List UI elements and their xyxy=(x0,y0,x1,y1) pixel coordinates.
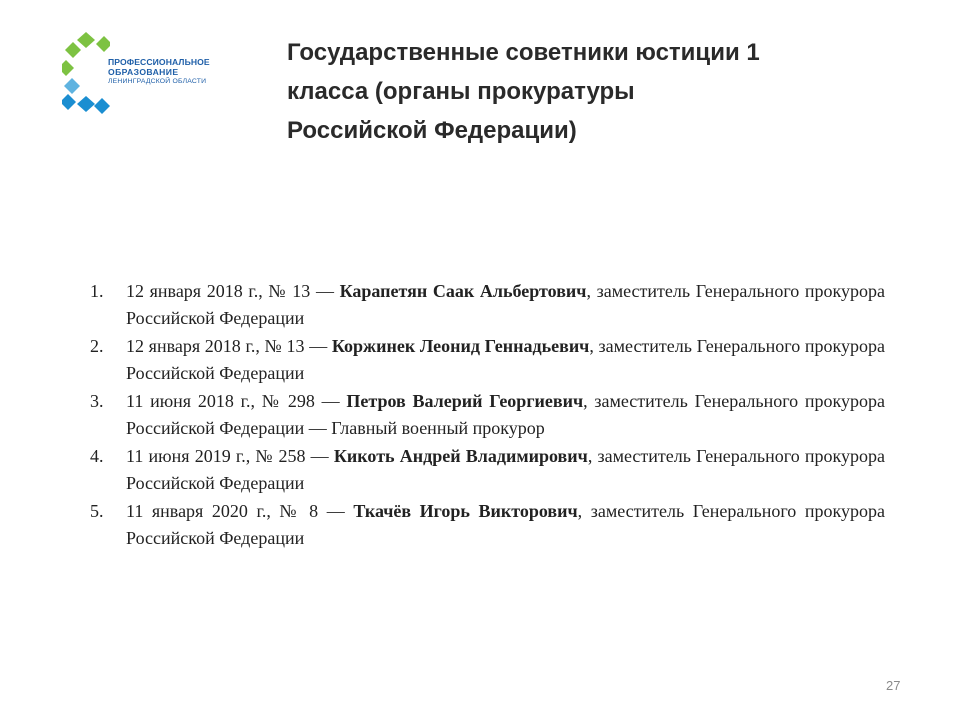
logo-line1: ПРОФЕССИОНАЛЬНОЕ xyxy=(108,57,210,67)
logo-line3: ЛЕНИНГРАДСКОЙ ОБЛАСТИ xyxy=(108,78,207,85)
item-position: , заместитель Генерального прокурора Российской Федерации — Главный военный прокурор xyxy=(126,391,885,438)
item-date: 11 июня 2018 г., № 298 — xyxy=(126,391,347,411)
item-date: 12 января 2018 г., № 13 — xyxy=(126,281,340,301)
item-number: 1. xyxy=(90,281,104,301)
item-person-name: Карапетян Саак Альбертович xyxy=(339,281,587,301)
item-number: 4. xyxy=(90,446,104,466)
title-line-1: Государственные советники юстиции 1 xyxy=(287,39,760,66)
logo-emblem-icon xyxy=(62,30,110,120)
item-person-name: Коржинек Леонид Геннадьевич xyxy=(331,336,590,356)
slide-title xyxy=(287,33,847,150)
item-number: 2. xyxy=(90,336,104,356)
list-item xyxy=(90,333,885,387)
logo xyxy=(62,30,252,120)
item-number: 5. xyxy=(90,501,104,521)
item-person-name: Петров Валерий Георгиевич xyxy=(346,391,584,411)
item-position: , заместитель Генерального прокурора Российской Федерации xyxy=(126,501,885,548)
item-position: , заместитель Генерального прокурора Российской Федерации xyxy=(126,446,886,493)
list-item xyxy=(90,278,885,332)
item-position: , заместитель Генерального прокурора Российской Федерации xyxy=(126,336,885,383)
item-date: 11 июня 2019 г., № 258 — xyxy=(126,446,334,466)
item-text xyxy=(126,278,885,332)
item-date: 11 января 2020 г., № 8 — xyxy=(126,501,354,521)
item-number: 3. xyxy=(90,391,104,411)
page-number: 27 xyxy=(886,678,901,693)
list-item xyxy=(90,443,885,497)
logo-line2: ОБРАЗОВАНИЕ xyxy=(108,67,179,77)
title-line-3: Российской Федерации) xyxy=(287,117,577,144)
appointments-list xyxy=(90,278,885,553)
item-text xyxy=(126,333,885,387)
logo-text xyxy=(108,57,210,87)
item-position: , заместитель Генерального прокурора Российской Федерации xyxy=(126,281,885,328)
item-person-name: Ткачёв Игорь Викторович xyxy=(353,501,578,521)
item-text xyxy=(126,443,885,497)
title-line-2: класса (органы прокуратуры xyxy=(287,78,635,105)
item-text xyxy=(126,388,885,442)
list-item xyxy=(90,498,885,552)
item-date: 12 января 2018 г., № 13 — xyxy=(126,336,332,356)
list-item xyxy=(90,388,885,442)
item-person-name: Кикоть Андрей Владимирович xyxy=(333,446,588,466)
item-text xyxy=(126,498,885,552)
